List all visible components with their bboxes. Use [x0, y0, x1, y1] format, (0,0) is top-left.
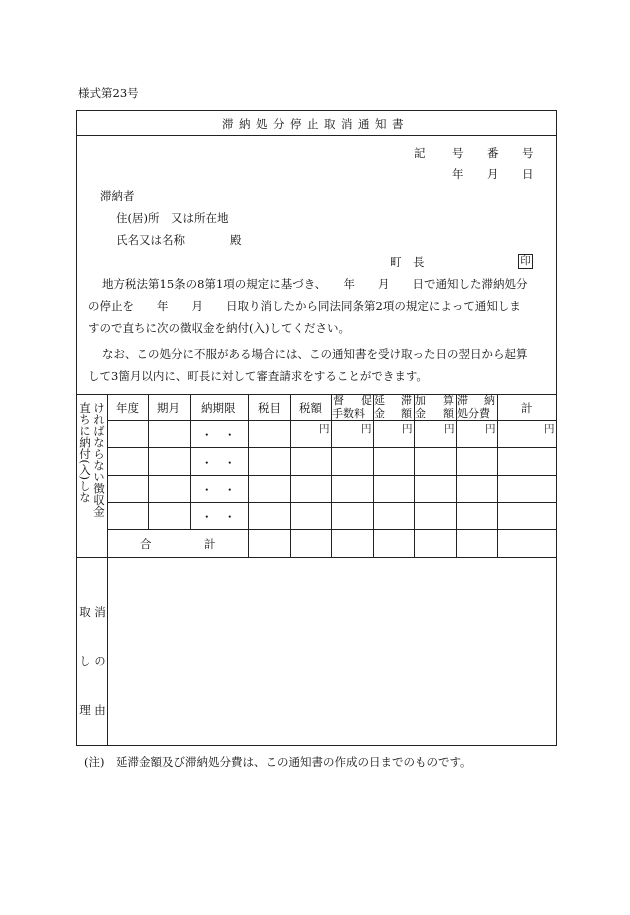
- footnote: (注) 延滞金額及び滞納処分費は、この通知書の作成の日までのものです。: [84, 755, 472, 769]
- header-total: 計: [521, 401, 533, 415]
- table-row-line: [107, 475, 557, 476]
- col-line: [290, 394, 291, 557]
- side-label-divider: [107, 394, 108, 746]
- col-line: [497, 394, 498, 557]
- header-tokusoku-b: 促: [361, 394, 372, 407]
- due-date-placeholder: ・ ・: [201, 428, 236, 442]
- date-year: 年: [452, 167, 464, 181]
- header-entai-b: 滞: [401, 394, 412, 407]
- name-label: 氏名又は名称: [116, 233, 185, 247]
- col-line: [148, 394, 149, 530]
- body-line-3: すので直ちに次の徴収金を納付(入)してください。: [88, 321, 350, 335]
- header-shobun-b: 納: [484, 394, 495, 407]
- yen-mark: 円: [485, 423, 496, 435]
- due-date-placeholder: ・ ・: [201, 510, 236, 524]
- header-tokusoku-a: 督: [333, 394, 344, 407]
- side-label-col-2: ければならない徴収金: [92, 402, 106, 517]
- ref-gou-number: 号: [522, 146, 534, 160]
- date-month: 月: [487, 167, 499, 181]
- reason-label-col-2: 消 の 由: [93, 606, 107, 729]
- side-label-col-1: 直ちに納付(入)しな: [78, 402, 92, 503]
- date-day: 日: [522, 167, 534, 181]
- due-date-placeholder: ・ ・: [201, 456, 236, 470]
- col-line: [190, 394, 191, 530]
- table-row-line: [107, 447, 557, 448]
- yen-mark: 円: [444, 423, 455, 435]
- header-zeigaku: 税額: [299, 401, 322, 415]
- header-kasan-d: 金: [415, 407, 426, 420]
- yen-mark: 円: [319, 423, 330, 435]
- ref-ban: 番: [487, 146, 499, 160]
- title-divider: [76, 135, 557, 136]
- form-number: 様式第23号: [78, 86, 139, 100]
- seal-mark: 印: [518, 254, 533, 269]
- ref-gou: 号: [452, 146, 464, 160]
- ref-kigou: 記: [414, 146, 426, 160]
- body-line-1: 地方税法第15条の8第1項の規定に基づき、 年 月 日で通知した滞納処分: [102, 277, 528, 291]
- header-entai-a: 延: [374, 394, 385, 407]
- yen-mark: 円: [544, 423, 555, 435]
- header-nokigen: 納期限: [201, 401, 236, 415]
- table-bottom-border: [76, 557, 557, 558]
- header-kasan-c: 額: [401, 407, 412, 420]
- body-line-4: なお、この処分に不服がある場合には、この通知書を受け取った日の翌日から起算: [102, 347, 528, 361]
- yen-mark: 円: [402, 423, 413, 435]
- reason-label-col-1: 取 し 理: [78, 606, 92, 729]
- body-line-5: して3箇月以内に、町長に対して審査請求をすることができます。: [88, 369, 428, 383]
- delinquent-label: 滞納者: [100, 189, 135, 203]
- document-title: 滞納処分停止取消通知書: [222, 117, 409, 131]
- sum-label-kei: 計: [204, 537, 216, 551]
- col-line: [248, 394, 249, 557]
- table-row-line: [107, 529, 557, 530]
- sum-label-go: 合: [140, 537, 152, 551]
- header-kasan-e: 額: [443, 407, 454, 420]
- header-entai-c: 金: [374, 407, 385, 420]
- table-row-line: [107, 502, 557, 503]
- table-header-bottom: [107, 420, 557, 421]
- header-kasan-b: 算: [443, 394, 454, 407]
- header-kizuki: 期月: [157, 401, 180, 415]
- honorific-tono: 殿: [230, 233, 242, 247]
- due-date-placeholder: ・ ・: [201, 483, 236, 497]
- header-shobun-a: 滞: [457, 394, 468, 407]
- header-zeimoku: 税目: [258, 401, 281, 415]
- header-nendo: 年度: [116, 401, 139, 415]
- body-line-2: の停止を 年 月 日取り消したから同法同条第2項の規定によって通知しま: [88, 299, 521, 313]
- yen-mark: 円: [361, 423, 372, 435]
- address-label: 住(居)所 又は所在地: [116, 211, 229, 225]
- issuer-title: 町 長: [390, 255, 425, 269]
- header-tokusoku-c: 手数料: [332, 407, 365, 420]
- header-kasan-a: 加: [415, 394, 426, 407]
- header-shobun-c: 処分費: [457, 407, 490, 420]
